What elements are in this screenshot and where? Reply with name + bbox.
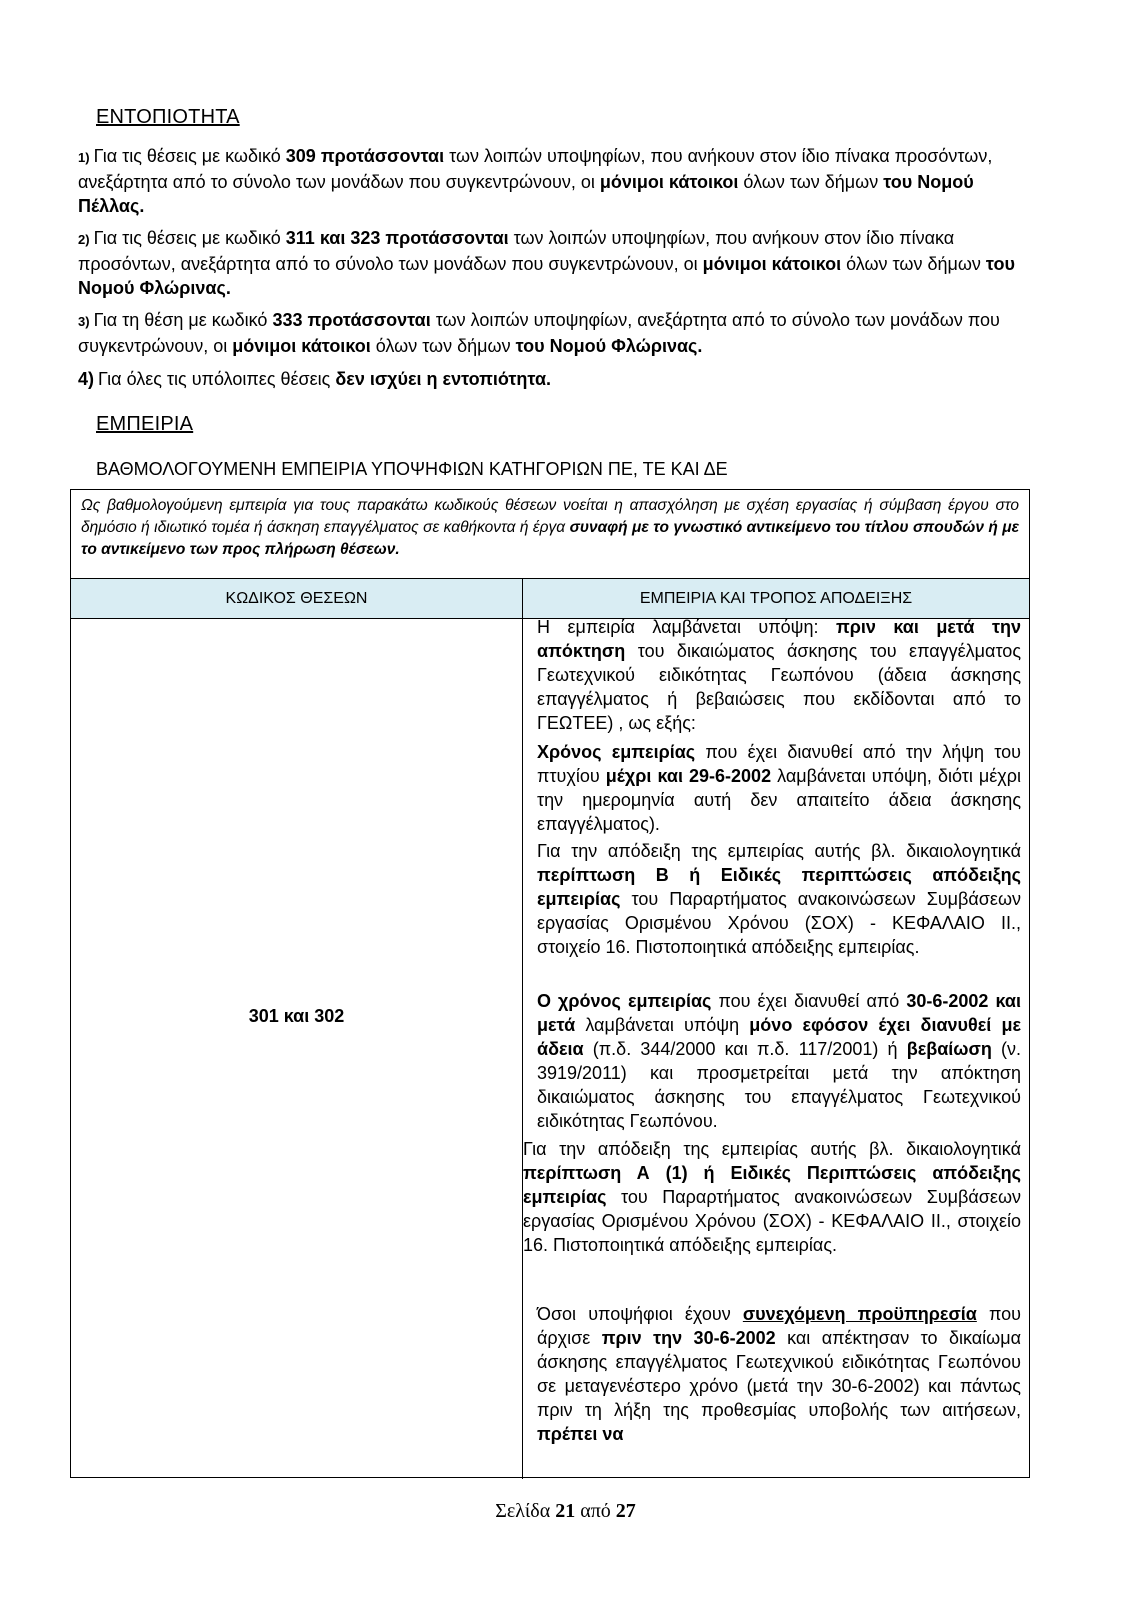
column-header-experience: ΕΜΠΕΙΡΙΑ ΚΑΙ ΤΡΟΠΟΣ ΑΠΟΔΕΙΞΗΣ (523, 579, 1029, 619)
table-intro: Ως βαθμολογούμενη εμπειρία για τους παρακάτω κωδικούς θέσεων νοείται η απασχόληση με σχέση εργασίας ή σύμβαση έργου στο δημόσιο ή ιδιωτικό τομέα ή άσκηση επαγγέλματος σε καθήκοντα ή έργα συναφή με το γνωστικό αντικείμενο του τίτλου σπουδών ή με το αντικείμενο των προς πλήρωση θέσεων. (71, 490, 1029, 579)
locality-item-1: 1) Για τις θέσεις με κωδικό 309 προτάσσονται των λοιπών υποψηφίων, που ανήκουν στον ίδιο πίνακα προσόντων, ανεξάρτητα από το σύνολο των μονάδων που συγκεντρώνουν, οι μόνιμοι κάτοικοι όλων των δήμων του Νομού Πέλλας. (78, 146, 993, 216)
locality-item-4: 4) Για όλες τις υπόλοιπες θέσεις δεν ισχύει η εντοπιότητα. (78, 369, 552, 389)
section-title-locality: ΕΝΤΟΠΙΟΤΗΤΑ (96, 106, 240, 128)
experience-paragraph-3: Για την απόδειξη της εμπειρίας αυτής βλ. δικαιολογητικά περίπτωση Β ή Ειδικές περιπτώσεις απόδειξης εμπειρίας του Παραρτήματος ανακοινώσεων Συμβάσεων εργασίας Ορισμένου Χρόνου (ΣΟΧ) - ΚΕΦΑΛΑΙΟ ΙΙ., στοιχείο 16. Πιστοποιητικά απόδειξης εμπειρίας. (537, 841, 1021, 957)
column-divider (522, 619, 523, 1479)
page-footer: Σελίδα 21 από 27 (495, 1500, 636, 1522)
experience-paragraph-1: Η εμπειρία λαμβάνεται υπόψη: πριν και μετά την απόκτηση του δικαιώματος άσκησης του επαγγέλματος Γεωτεχνικού ειδικότητας Γεωπόνου (άδεια άσκησης επαγγέλματος ή βεβαιώσεις που εκδίδονται από το ΓΕΩΤΕΕ) , ως εξής: (537, 617, 1021, 733)
locality-item-2: 2) Για τις θέσεις με κωδικό 311 και 323 προτάσσονται των λοιπών υποψηφίων, που ανήκουν στον ίδιο πίνακα προσόντων, ανεξάρτητα από το σύνολο των μονάδων που συγκεντρώνουν, οι μόνιμοι κάτοικοι όλων των δήμων του Νομού Φλώρινας. (78, 228, 1015, 298)
experience-paragraph-2: Χρόνος εμπειρίας που έχει διανυθεί από την λήψη του πτυχίου μέχρι και 29-6-2002 λαμβάνεται υπόψη, διότι μέχρι την ημερομηνία αυτή δεν απαιτείτο άδεια άσκησης επαγγέλματος). (537, 742, 1021, 834)
experience-paragraph-4: Ο χρόνος εμπειρίας που έχει διανυθεί από 30-6-2002 και μετά λαμβάνεται υπόψη μόνο εφόσον έχει διανυθεί με άδεια (π.δ. 344/2000 και π.δ. 117/2001) ή βεβαίωση (ν. 3919/2011) και προσμετρείται μετά την απόκτηση δικαιώματος άσκησης του επαγγέλματος Γεωτεχνικού ειδικότητας Γεωπόνου. (537, 991, 1021, 1131)
position-codes: 301 και 302 (248, 1006, 345, 1026)
experience-paragraph-6: Όσοι υποψήφιοι έχουν συνεχόμενη προϋπηρεσία που άρχισε πριν την 30-6-2002 και απέκτησαν το δικαίωμα άσκησης επαγγέλματος Γεωτεχνικού ειδικότητας Γεωπόνου σε μεταγενέστερο χρόνο (μετά την 30-6-2002) και πάντως πριν τη λήξη της προθεσμίας υποβολής των αιτήσεων, πρέπει να (537, 1304, 1021, 1444)
section-title-experience: ΕΜΠΕΙΡΙΑ (96, 413, 194, 435)
experience-subtitle: ΒΑΘΜΟΛΟΓΟΥΜΕΝΗ ΕΜΠΕΙΡΙΑ ΥΠΟΨΗΦΙΩΝ ΚΑΤΗΓΟΡΙΩΝ ΠΕ, ΤΕ ΚΑΙ ΔΕ (96, 459, 728, 479)
experience-paragraph-5: Για την απόδειξη της εμπειρίας αυτής βλ. δικαιολογητικά περίπτωση Α (1) ή Ειδικές Περιπτώσεις απόδειξης εμπειρίας του Παραρτήματος ανακοινώσεων Συμβάσεων εργασίας Ορισμένου Χρόνου (ΣΟΧ) - ΚΕΦΑΛΑΙΟ ΙΙ., στοιχείο 16. Πιστοποιητικά απόδειξης εμπειρίας. (523, 1139, 1021, 1255)
column-header-codes: ΚΩΔΙΚΟΣ ΘΕΣΕΩΝ (71, 579, 523, 619)
locality-item-3: 3) Για τη θέση με κωδικό 333 προτάσσονται των λοιπών υποψηφίων, ανεξάρτητα από το σύνολο των μονάδων που συγκεντρώνουν, οι μόνιμοι κάτοικοι όλων των δήμων του Νομού Φλώρινας. (78, 310, 1000, 356)
experience-table (70, 489, 1030, 1478)
